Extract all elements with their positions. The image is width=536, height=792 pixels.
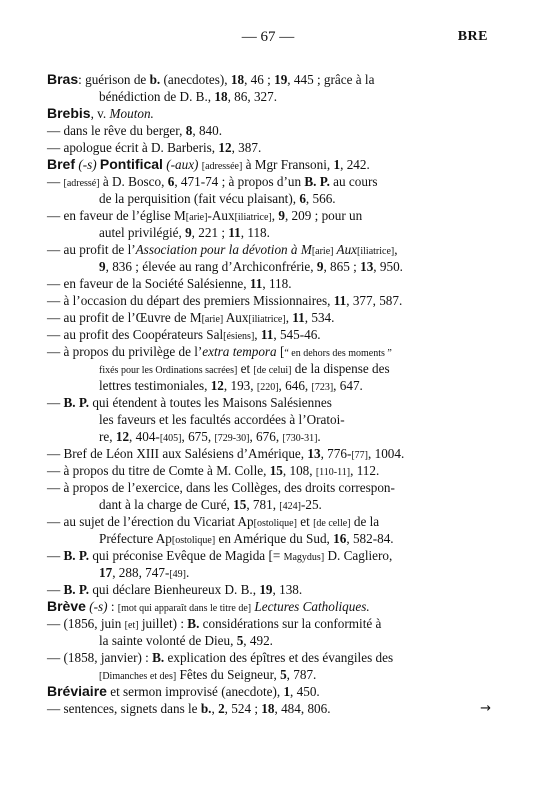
text: [220] — [256, 382, 279, 393]
entry-brebis-line1 — [47, 105, 491, 122]
page-header — [0, 29, 536, 49]
text: Préfecture Ap — [99, 531, 172, 546]
text: , 840. — [192, 123, 223, 138]
entry-bref-sub-association-2 — [47, 258, 491, 275]
text: — (1858, janvier) : — [47, 650, 153, 665]
entry-bref-sub-maisons-2 — [47, 411, 491, 428]
text: [723] — [311, 382, 334, 393]
text: les faveurs et les facultés accordées à l’Oratoi- — [99, 412, 345, 427]
text: (-aux) — [162, 157, 202, 172]
text: qui étendent à toutes les Maisons Salésiennes — [89, 395, 332, 410]
text: [Dimanches et des] — [99, 671, 177, 682]
text: [= — [268, 548, 284, 563]
text: autel privilégié, — [99, 225, 186, 240]
text: [adressé] — [63, 178, 100, 189]
text: , 675, — [181, 429, 215, 444]
entry-bref-sub-magida — [47, 547, 491, 564]
text: , 484, 806. — [274, 701, 331, 716]
text: , 193, — [223, 378, 257, 393]
text: — (1856, juin — [47, 616, 125, 631]
text: dant à la charge de Curé, — [99, 497, 234, 512]
text: , 86, 327. — [227, 89, 278, 104]
text: , 646, — [278, 378, 312, 393]
entry-breviaire-line1 — [47, 683, 491, 700]
text: , 471-74 ; à propos d’un — [174, 174, 305, 189]
text: et — [296, 514, 314, 529]
headword-breviaire: Bréviaire — [47, 683, 107, 699]
text: : guérison de — [78, 72, 150, 87]
text: re, — [99, 429, 116, 444]
headword-breve: Brève — [47, 598, 86, 614]
text: 19 — [259, 582, 273, 597]
text: , — [285, 310, 293, 325]
text: [ésiens] — [223, 331, 255, 342]
text: -25. — [300, 497, 322, 512]
text: Aux — [333, 242, 358, 257]
text: , 118. — [262, 276, 292, 291]
text: 9 — [316, 259, 324, 274]
text: (-s) — [85, 599, 111, 614]
text: (-s) — [75, 157, 100, 172]
entry-bref-sub-maisons — [47, 394, 491, 411]
text: — — [47, 395, 64, 410]
text: 12 — [210, 378, 224, 393]
text: , 582-84. — [346, 531, 394, 546]
entry-bref-sub-colle — [47, 462, 491, 479]
text: b. — [149, 72, 161, 87]
text: — au sujet de l’érection du Vicariat Ap — [47, 514, 254, 529]
text: et sermon improvisé (anecdote), — [106, 684, 284, 699]
text: en Amérique du Sud, — [215, 531, 334, 546]
text: , 445 ; grâce à la — [287, 72, 375, 87]
text: — en faveur de la Société Salésienne, — [47, 276, 250, 291]
entry-breve-line1 — [47, 598, 491, 615]
text: — sentences, signets dans le — [47, 701, 201, 716]
text: bénédiction de D. B., — [99, 89, 215, 104]
text: , 534. — [304, 310, 335, 325]
text: B. — [152, 650, 165, 665]
text: [arie] — [185, 212, 208, 223]
text: — apologue écrit à D. Barberis, — [47, 140, 219, 155]
text: , — [254, 327, 261, 342]
text: 8 — [185, 123, 193, 138]
text: 9 — [99, 259, 106, 274]
continue-arrow-icon: → — [480, 701, 491, 716]
index-entries — [47, 71, 491, 717]
text: 6 — [299, 191, 306, 206]
text: [ostolique] — [253, 518, 297, 529]
text: Lectures Catholiques. — [251, 599, 370, 614]
text: , 404- — [129, 429, 160, 444]
text: , 209 ; pour un — [284, 208, 363, 223]
entry-brebis-sub2 — [47, 139, 491, 156]
text: lettres testimoniales, — [99, 378, 211, 393]
text: 13 — [360, 259, 374, 274]
text: , v. — [90, 106, 110, 121]
text: , 865 ; — [323, 259, 361, 274]
entry-bref-sub-missionnaires — [47, 292, 491, 309]
text: [de celui] — [253, 365, 292, 376]
text: , 1004. — [368, 446, 405, 461]
text: , 221 ; — [191, 225, 229, 240]
text: B. P. — [63, 548, 90, 563]
text: (anecdotes), — [160, 72, 231, 87]
text: à Mgr Fransoni, — [242, 157, 334, 172]
text: D. Cagliero, — [324, 548, 393, 563]
text: 11 — [228, 225, 241, 240]
text: [729-30] — [214, 433, 250, 444]
text: , 112. — [350, 463, 380, 478]
text: , 242. — [340, 157, 370, 172]
text: — à l’occasion du départ des premiers Missionnaires, — [47, 293, 334, 308]
text: [adressée] — [201, 161, 243, 172]
text: [arie] — [201, 314, 224, 325]
text: — Bref de Léon XIII aux Salésiens d’Amérique, — [47, 446, 308, 461]
text: B. P. — [304, 174, 330, 189]
text: explication des épîtres et des évangiles des — [164, 650, 394, 665]
text: la sainte volonté de Dieu, — [99, 633, 237, 648]
text: , 776- — [320, 446, 352, 461]
text: , 288, 747- — [112, 565, 170, 580]
headword-pontifical: Pontifical — [99, 156, 163, 172]
text: [405] — [159, 433, 182, 444]
text: 5 — [280, 667, 287, 682]
text: 11 — [333, 293, 347, 308]
text: -Aux — [207, 208, 235, 223]
text: Fêtes du Seigneur, — [176, 667, 281, 682]
text: [77] — [351, 450, 369, 461]
entry-breve-sub2-2 — [47, 666, 491, 683]
entry-bref-sub-association — [47, 241, 491, 258]
text: [mot qui apparaît dans le titre de] — [117, 603, 252, 614]
text: , 781, — [246, 497, 280, 512]
text: Magydus] — [283, 552, 325, 563]
text: 11 — [260, 327, 274, 342]
entry-bref-sub-magida-2 — [47, 564, 491, 581]
text: — — [47, 582, 64, 597]
text: 15 — [269, 463, 283, 478]
entry-bref-sub-vicariat-2 — [47, 530, 491, 547]
entry-bref-sub-cooperateurs — [47, 326, 491, 343]
entry-bref-sub-bosco-2 — [47, 190, 491, 207]
text: de la dispense des — [291, 361, 390, 376]
entry-bref-sub-extra-tempora — [47, 343, 491, 360]
text: Association pour la dévotion à M — [135, 242, 312, 257]
entry-bras-line2 — [47, 88, 491, 105]
text: 5 — [236, 633, 244, 648]
text: . — [317, 429, 321, 444]
text: — à propos du privilège de l’ — [47, 344, 203, 359]
entry-breve-sub1-2 — [47, 632, 491, 649]
running-head: BRE — [457, 29, 488, 44]
text: [iliatrice] — [248, 314, 286, 325]
text: — au profit de l’Œuvre de M — [47, 310, 202, 325]
text: , 950. — [373, 259, 403, 274]
text: au cours — [329, 174, 378, 189]
text: b. — [200, 701, 212, 716]
text: de la — [350, 514, 380, 529]
text: , — [211, 701, 219, 716]
text: — dans le rêve du berger, — [47, 123, 186, 138]
text: [de celle] — [313, 518, 351, 529]
headword-brebis: Brebis — [47, 105, 91, 121]
text: B. P. — [63, 582, 90, 597]
text: extra tempora — [202, 344, 277, 359]
text: , 524 ; — [224, 701, 262, 716]
text: [iliatrice] — [234, 212, 272, 223]
headword-bras: Bras — [47, 71, 79, 87]
text: à D. Bosco, — [99, 174, 168, 189]
text: , 787. — [286, 667, 317, 682]
headword-bref: Bref — [47, 156, 76, 172]
text: . — [186, 565, 190, 580]
text: , 387. — [231, 140, 262, 155]
page-number: — 67 — — [241, 29, 295, 45]
entry-bref-sub-maisons-3 — [47, 428, 491, 445]
entry-brebis-sub1 — [47, 122, 491, 139]
text: [110-11] — [315, 467, 351, 478]
text: B. — [187, 616, 200, 631]
entry-bref-sub-exercice — [47, 479, 491, 496]
entry-breve-sub2 — [47, 649, 491, 666]
entry-bref-sub-societe — [47, 275, 491, 292]
text: [ — [276, 344, 285, 359]
entry-bras-line1 — [47, 71, 491, 88]
entry-breve-sub1 — [47, 615, 491, 632]
text: , 836 ; élevée au rang d’Archiconfrérie, — [105, 259, 317, 274]
text: juillet) : — [138, 616, 188, 631]
text: [iliatrice] — [357, 246, 395, 257]
text: 19 — [274, 72, 288, 87]
text: 9 — [185, 225, 192, 240]
text: , 566. — [305, 191, 336, 206]
text: 18 — [230, 72, 245, 87]
text: [730-31] — [282, 433, 318, 444]
entry-bref-sub-vicariat — [47, 513, 491, 530]
text: [et] — [124, 620, 139, 631]
text: [49] — [169, 569, 187, 580]
entry-bref-sub-extra-tempora-3 — [47, 377, 491, 394]
text: 16 — [333, 531, 347, 546]
text: — au profit de l’ — [47, 242, 136, 257]
text: — — [47, 548, 64, 563]
text: — en faveur de l’église M — [47, 208, 186, 223]
text: et — [237, 361, 254, 376]
text: , 545-46. — [273, 327, 321, 342]
text: — à propos de l’exercice, dans les Collèges, des droits correspon- — [47, 480, 395, 495]
entry-bref-sub-bienheureux — [47, 581, 491, 598]
text: 12 — [218, 140, 232, 155]
entry-bref-sub-bosco: — [adressé] à D. Bosco, 6, 471-74 ; à propos d’un B. P. au cours — [47, 174, 378, 189]
text: , 492. — [243, 633, 273, 648]
entry-bref-sub-leon — [47, 445, 491, 462]
entry-breviaire-sub1 — [47, 700, 491, 717]
text: , 647. — [333, 378, 363, 393]
text: 12 — [115, 429, 130, 444]
text: — à propos du titre de Comte à M. Colle, — [47, 463, 270, 478]
text: , 138. — [272, 582, 303, 597]
text: 11 — [249, 276, 263, 291]
entry-bref-sub-oeuvre — [47, 309, 491, 326]
entry-bref-sub-eglise — [47, 207, 491, 224]
text: considérations sur la conformité à — [199, 616, 382, 631]
entry-bref-sub-extra-tempora-2 — [47, 360, 491, 377]
text: 9 — [278, 208, 285, 223]
text: 1 — [333, 157, 341, 172]
text: [arie] — [311, 246, 334, 257]
text: , 676, — [249, 429, 283, 444]
text: qui préconise Evêque de Magida — [89, 548, 269, 563]
text: , 377, 587. — [346, 293, 403, 308]
text: — au profit des Coopérateurs Sal — [47, 327, 224, 342]
text: 15 — [233, 497, 247, 512]
text: , — [271, 208, 279, 223]
text: 6 — [167, 174, 175, 189]
text: 11 — [292, 310, 305, 325]
text: qui déclare Bienheureux D. B., — [89, 582, 260, 597]
text: 18 — [214, 89, 228, 104]
text: 2 — [218, 701, 225, 716]
text: , 118. — [240, 225, 270, 240]
text: 13 — [307, 446, 321, 461]
text: 18 — [261, 701, 275, 716]
text: [424] — [279, 501, 301, 512]
entry-bref-sub-eglise-2 — [47, 224, 491, 241]
text: de la perquisition (fait vécu plaisant), — [99, 191, 300, 206]
text: Mouton. — [109, 106, 154, 121]
text: , 108, — [282, 463, 316, 478]
text: [ostolique] — [171, 535, 216, 546]
text: “ en dehors des moments ” — [284, 348, 392, 359]
text: : — [110, 599, 118, 614]
entry-bref-line1 — [47, 156, 491, 173]
text: B. P. — [63, 395, 90, 410]
text: 1 — [283, 684, 291, 699]
text: , 450. — [290, 684, 320, 699]
text: fixés pour les Ordinations sacrées] — [99, 365, 238, 376]
text: , 46 ; — [244, 72, 275, 87]
text: 17 — [99, 565, 113, 580]
entry-bref-sub-exercice-2 — [47, 496, 491, 513]
text: , — [394, 242, 398, 257]
text: Aux — [223, 310, 249, 325]
